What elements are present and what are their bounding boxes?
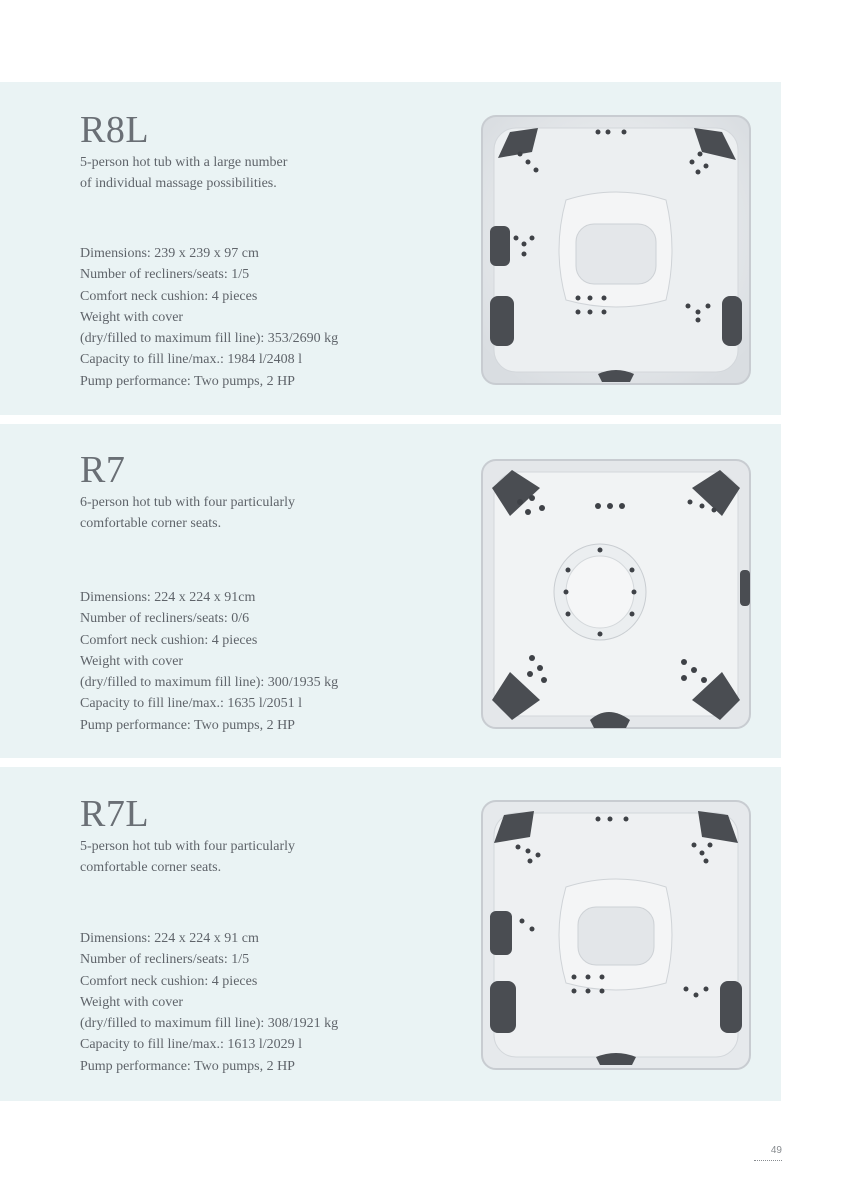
model-specs bbox=[80, 928, 338, 1077]
tagline-line: comfortable corner seats. bbox=[80, 860, 222, 876]
spec-weight-label: Weight with cover bbox=[80, 994, 184, 1010]
hot-tub-image bbox=[480, 799, 752, 1071]
tagline-line: 6-person hot tub with four particularly bbox=[80, 495, 296, 510]
model-section-r8l bbox=[0, 82, 781, 415]
model-tagline bbox=[80, 836, 295, 879]
spec-pump: Pump performance: Two pumps, 2 HP bbox=[80, 1058, 295, 1074]
tagline-line: 5-person hot tub with four particularly bbox=[80, 839, 296, 854]
tagline-line: 5-person hot tub with a large number bbox=[80, 155, 288, 170]
spec-weight-values: (dry/filled to maximum fill line): 308/1921 kg bbox=[80, 1016, 339, 1032]
spec-dimensions: Dimensions: 239 x 239 x 97 cm bbox=[80, 246, 259, 261]
tagline-line: of individual massage possibilities. bbox=[80, 176, 277, 192]
hot-tub-image bbox=[480, 114, 752, 386]
tagline-line: comfortable corner seats. bbox=[80, 516, 222, 532]
spec-weight-label: Weight with cover bbox=[80, 309, 184, 325]
spec-capacity: Capacity to fill line/max.: 1984 l/2408 l bbox=[80, 352, 303, 368]
spec-neck-cushion: Comfort neck cushion: 4 pieces bbox=[80, 632, 258, 648]
hot-tub-image bbox=[480, 458, 752, 730]
spec-neck-cushion: Comfort neck cushion: 4 pieces bbox=[80, 288, 258, 304]
model-tagline bbox=[80, 152, 287, 195]
model-specs bbox=[80, 587, 338, 736]
model-section-r7l bbox=[0, 767, 781, 1101]
spec-dimensions: Dimensions: 224 x 224 x 91cm bbox=[80, 590, 256, 605]
spec-pump: Pump performance: Two pumps, 2 HP bbox=[80, 373, 295, 389]
model-tagline bbox=[80, 492, 295, 535]
model-specs bbox=[80, 243, 338, 392]
model-title: R7L bbox=[80, 793, 150, 835]
spec-neck-cushion: Comfort neck cushion: 4 pieces bbox=[80, 973, 258, 989]
spec-capacity: Capacity to fill line/max.: 1613 l/2029 l bbox=[80, 1037, 303, 1053]
spec-seats: Number of recliners/seats: 0/6 bbox=[80, 611, 250, 627]
model-section-r7 bbox=[0, 424, 781, 758]
spec-capacity: Capacity to fill line/max.: 1635 l/2051 l bbox=[80, 696, 303, 712]
spec-seats: Number of recliners/seats: 1/5 bbox=[80, 952, 250, 968]
page-number-underline bbox=[754, 1160, 782, 1161]
model-title: R7 bbox=[80, 449, 126, 491]
model-title: R8L bbox=[80, 109, 150, 151]
spec-seats: Number of recliners/seats: 1/5 bbox=[80, 267, 250, 283]
spec-weight-label: Weight with cover bbox=[80, 653, 184, 669]
spec-weight-values: (dry/filled to maximum fill line): 353/2690 kg bbox=[80, 331, 339, 347]
spec-dimensions: Dimensions: 224 x 224 x 91 cm bbox=[80, 931, 259, 946]
spec-pump: Pump performance: Two pumps, 2 HP bbox=[80, 717, 295, 733]
page-number: 49 bbox=[770, 1145, 782, 1156]
spec-weight-values: (dry/filled to maximum fill line): 300/1935 kg bbox=[80, 675, 339, 691]
